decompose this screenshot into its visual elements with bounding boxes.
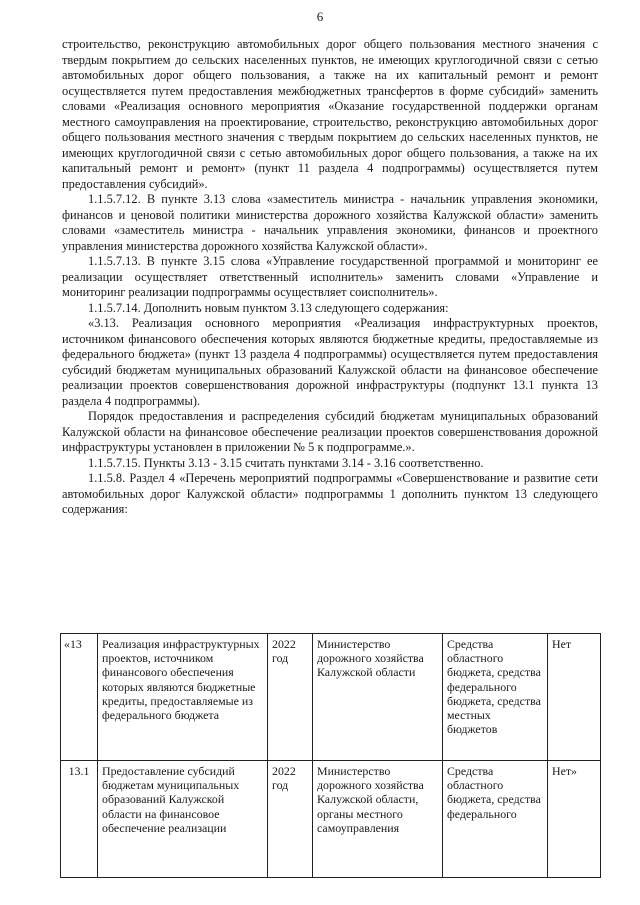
measures-table [60, 633, 601, 878]
page-number: 6 [316, 9, 324, 24]
last-column-value: Нет» [548, 761, 601, 878]
paragraph: 1.1.5.7.12. В пункте 3.13 слова «заместитель министра - начальник управления экономики, финансов и ценовой политики министерства дорожного хозяйства Калужской области» заменить словами «заместитель министра - начальник управления экономики, финансов и проектного управления министерства дорожного хозяйства Калужской области». [62, 192, 598, 253]
measure-executor [313, 761, 443, 878]
measure-name-text: Предоставление субсидий бюджетам муниципальных образований Калужской области на финансовое обеспечение реализации [102, 764, 240, 835]
paragraph: 1.1.5.7.15. Пункты 3.13 - 3.15 считать пунктами 3.14 - 3.16 соответственно. [88, 455, 484, 470]
paragraph: 1.1.5.7.14. Дополнить новым пунктом 3.13 следующего содержания: [88, 300, 449, 315]
funding-sources-text: Средства областного бюджета, средства федерального [447, 764, 541, 821]
table-row [61, 761, 601, 878]
paragraph: «3.13. Реализация основного мероприятия «Реализация инфраструктурных проектов, источником финансового обеспечения которых являются бюджетные кредиты, предоставляемые из федерального бюджета» (пункт 13 раздела 4 подпрограммы) осуществляется путем предоставления субсидий бюджетам муниципальных образований Калужской области на финансовое обеспечение реализации проектов совершенствования дорожной инфраструктуры (подпункт 13.1 пункта 13 раздела 4 подпрограммы). [62, 316, 598, 408]
measure-year: 2022 год [268, 761, 313, 878]
row-number: 13.1 [61, 761, 98, 878]
measure-name [98, 761, 268, 878]
funding-sources [443, 761, 548, 878]
measure-executor-text: Министерство дорожного хозяйства Калужской области, органы местного самоуправления [317, 764, 424, 835]
measure-executor: Министерство дорожного хозяйства Калужской области [313, 634, 443, 761]
measure-year: 2022 год [268, 634, 313, 761]
measure-name: Реализация инфраструктурных проектов, источником финансового обеспечения которых являются бюджетные кредиты, предоставляемые из федерального бюджета [98, 634, 268, 761]
table-row [61, 634, 601, 761]
paragraph: Порядок предоставления и распределения субсидий бюджетам муниципальных образований Калужской области на финансовое обеспечение реализации проектов совершенствования дорожной инфраструктуры установлен в приложении № 5 к подпрограмме.». [62, 409, 598, 454]
paragraph: 1.1.5.8. Раздел 4 «Перечень мероприятий подпрограммы «Совершенствование и развитие сети автомобильных дорог Калужской области» подпрограммы 1 дополнить пунктом 13 следующего содержания: [62, 471, 598, 516]
paragraph: 1.1.5.7.13. В пункте 3.15 слова «Управление государственной программой и мониторинг ее реализации осуществляет ответственный исполнитель» заменить словами «Управление и мониторинг реализации подпрограммы осуществляет соисполнитель». [62, 254, 598, 299]
paragraph: строительство, реконструкцию автомобильных дорог общего пользования местного значения с твердым покрытием до сельских населенных пунктов, не имеющих круглогодичной связи с сетью автомобильных дорог общего пользования, а также на их капитальный ремонт и ремонт осуществляется путем предоставления межбюджетных трансфертов в форме субсидий» заменить словами «Реализация основного мероприятия «Оказание государственной поддержки органам местного самоуправления на проектирование, строительство, реконструкцию автомобильных дорог общего пользования местного значения с твердым покрытием до сельских населенных пунктов, не имеющих круглогодичной связи с сетью автомобильных дорог общего пользования, а также на их капитальный ремонт и ремонт» (пункт 11 раздела 4 подпрограммы) осуществляется путем предоставления субсидий». [62, 37, 598, 191]
row-number: «13 [61, 634, 98, 761]
last-column-value: Нет [548, 634, 601, 761]
funding-sources: Средства областного бюджета, средства федерального бюджета, средства местных бюджетов [443, 634, 548, 761]
document-body [62, 37, 598, 518]
